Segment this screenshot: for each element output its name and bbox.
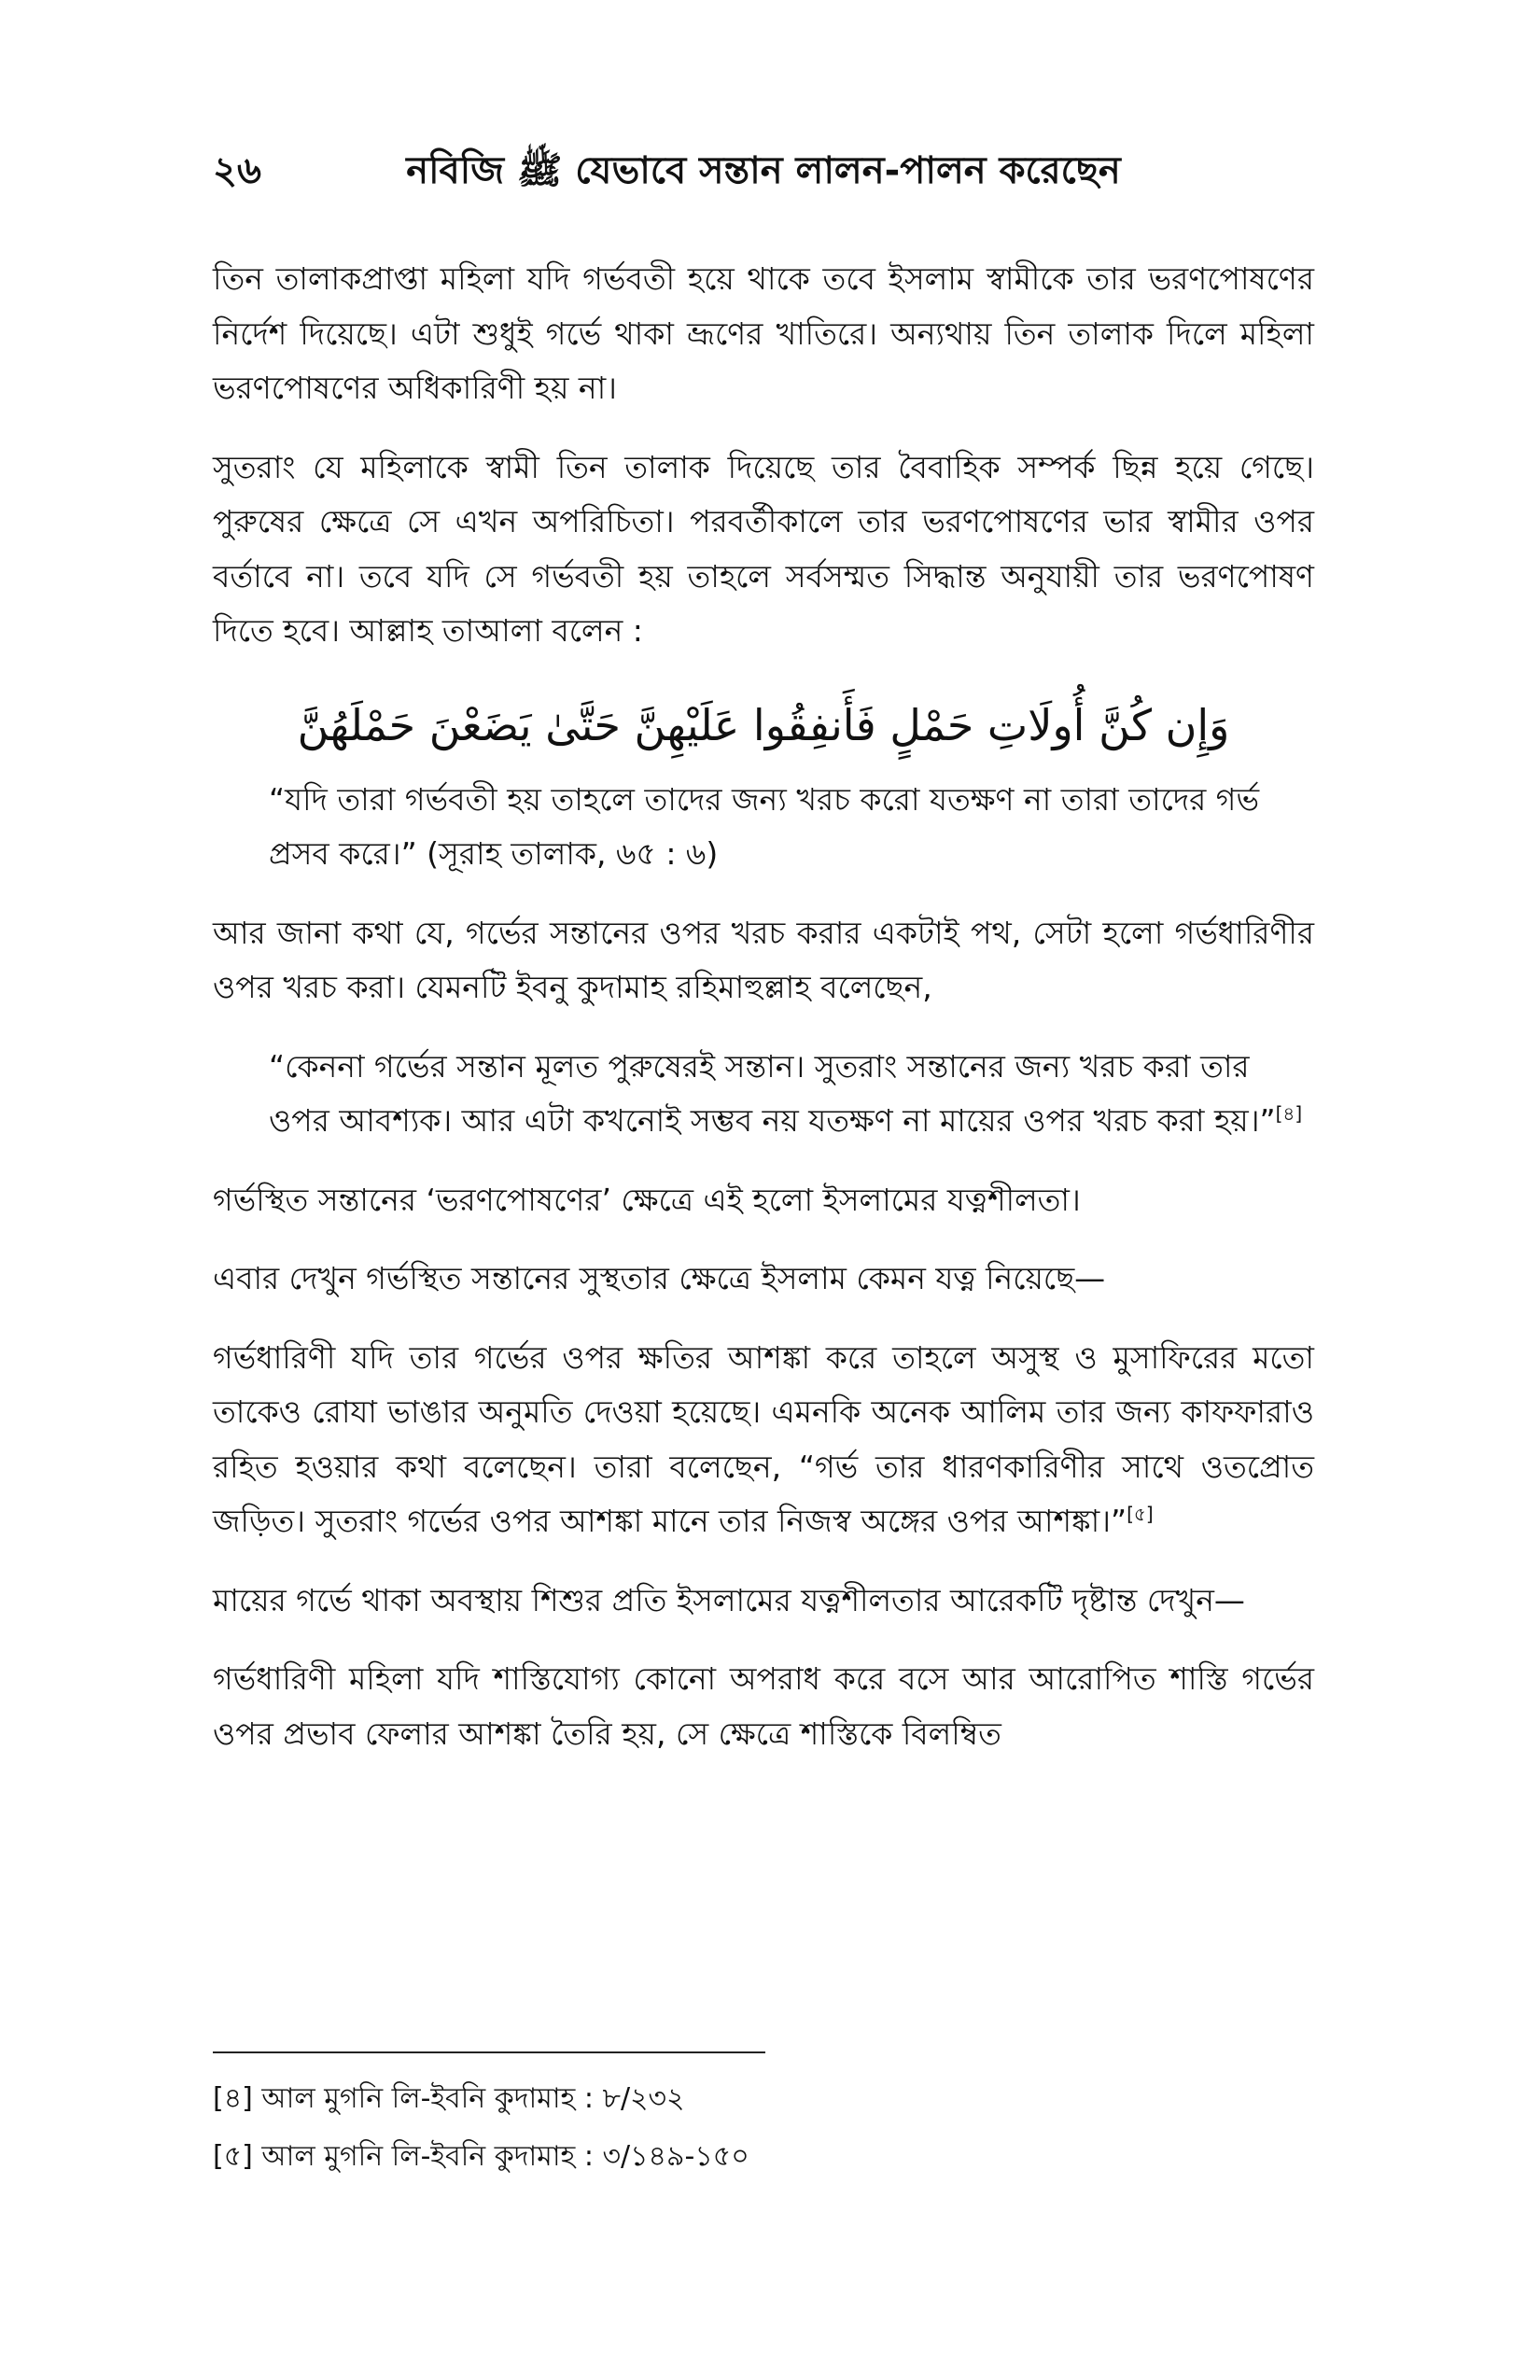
paragraph-2: সুতরাং যে মহিলাকে স্বামী তিন তালাক দিয়েছে তার বৈবাহিক সম্পর্ক ছিন্ন হয়ে গেছে। পুরুষের ক্ষেত্রে সে এখন অপরিচিতা। পরবর্তীকালে তার ভরণপোষণের ভার স্বামীর ওপর বর্তাবে না। তবে যদি সে গর্ভবতী হয় তাহলে সর্বসম্মত সিদ্ধান্ত অনুযায়ী তার ভরণপোষণ দিতে হবে। আল্লাহ তাআলা বলেন : (213, 448, 1314, 649)
paragraph-6-text: গর্ভধারিণী যদি তার গর্ভের ওপর ক্ষতির আশঙ্কা করে তাহলে অসুস্থ ও মুসাফিরের মতো তাকেও রোযা ভাঙার অনুমতি দেওয়া হয়েছে। এমনকি অনেক আলিম তার জন্য কাফফারাও রহিত হওয়ার কথা বলেছেন। তারা বলেছেন, “গর্ভ তার ধারণকারিণীর সাথে ওতপ্রোত জড়িত। সুতরাং গর্ভের ওপর আশঙ্কা মানে তার নিজস্ব অঙ্গের ওপর আশঙ্কা।” (213, 1338, 1314, 1539)
verse-translation: “যদি তারা গর্ভবতী হয় তাহলে তাদের জন্য খরচ করো যতক্ষণ না তারা তাদের গর্ভ প্রসব করে।” (সূরাহ তালাক, ৬৫ : ৬) (269, 780, 1260, 872)
footnote-divider (213, 2051, 765, 2053)
quote-text: “কেননা গর্ভের সন্তান মূলত পুরুষেরই সন্তান। সুতরাং সন্তানের জন্য খরচ করা তার ওপর আবশ্যক। আর এটা কখনোই সম্ভব নয় যতক্ষণ না মায়ের ওপর খরচ করা হয়।” (269, 1047, 1276, 1139)
footnote-ref-5[interactable]: [৫] (1127, 1503, 1154, 1525)
page-number: ২৬ (213, 149, 262, 192)
paragraph-1: তিন তালাকপ্রাপ্তা মহিলা যদি গর্ভবতী হয়ে থাকে তবে ইসলাম স্বামীকে তার ভরণপোষণের নির্দেশ দিয়েছে। এটা শুধুই গর্ভে থাকা ভ্রূণের খাতিরে। অন্যথায় তিন তালাক দিলে মহিলা ভরণপোষণের অধিকারিণী হয় না। (213, 260, 1314, 406)
paragraph-3: আর জানা কথা যে, গর্ভের সন্তানের ওপর খরচ করার একটাই পথ, সেটা হলো গর্ভধারিণীর ওপর খরচ করা। যেমনটি ইবনু কুদামাহ রহিমাহুল্লাহ বলেছেন, (213, 914, 1314, 1005)
paragraph-6 (213, 1331, 1314, 1549)
running-header (213, 138, 1314, 203)
paragraph-7: মায়ের গর্ভে থাকা অবস্থায় শিশুর প্রতি ইসলামের যত্নশীলতার আরেকটি দৃষ্টান্ত দেখুন— (213, 1581, 1245, 1618)
footnote-5: [৫] আল মুগনি লি-ইবনি কুদামাহ : ৩/১৪৯-১৫০ (213, 2140, 749, 2173)
paragraph-8: গর্ভধারিণী মহিলা যদি শাস্তিযোগ্য কোনো অপরাধ করে বসে আর আরোপিত শাস্তি গর্ভের ওপর প্রভাব ফেলার আশঙ্কা তৈরি হয়, সে ক্ষেত্রে শাস্তিকে বিলম্বিত (213, 1660, 1314, 1752)
arabic-verse: وَإِن كُنَّ أُولَاتِ حَمْلٍ فَأَنفِقُوا عَلَيْهِنَّ حَتَّىٰ يَضَعْنَ حَمْلَهُنَّ (297, 699, 1230, 750)
footnote-4: [৪] আল মুগনি লি-ইবনি কুদামাহ : ৮/২৩২ (213, 2082, 685, 2115)
main-text (213, 252, 1314, 1785)
ibn-qudamah-quote (269, 1040, 1314, 1149)
paragraph-5: এবার দেখুন গর্ভস্থিত সন্তানের সুস্থতার ক্ষেত্রে ইসলাম কেমন যত্ন নিয়েছে— (213, 1260, 1106, 1296)
book-title: নবিজি ﷺ যেভাবে সন্তান লালন-পালন করেছেন (406, 149, 1121, 192)
paragraph-4: গর্ভস্থিত সন্তানের ‘ভরণপোষণের’ ক্ষেত্রে এই হলো ইসলামের যত্নশীলতা। (213, 1181, 1081, 1218)
footnote-ref-4[interactable]: [৪] (1275, 1102, 1303, 1125)
footnotes (213, 2070, 1314, 2186)
